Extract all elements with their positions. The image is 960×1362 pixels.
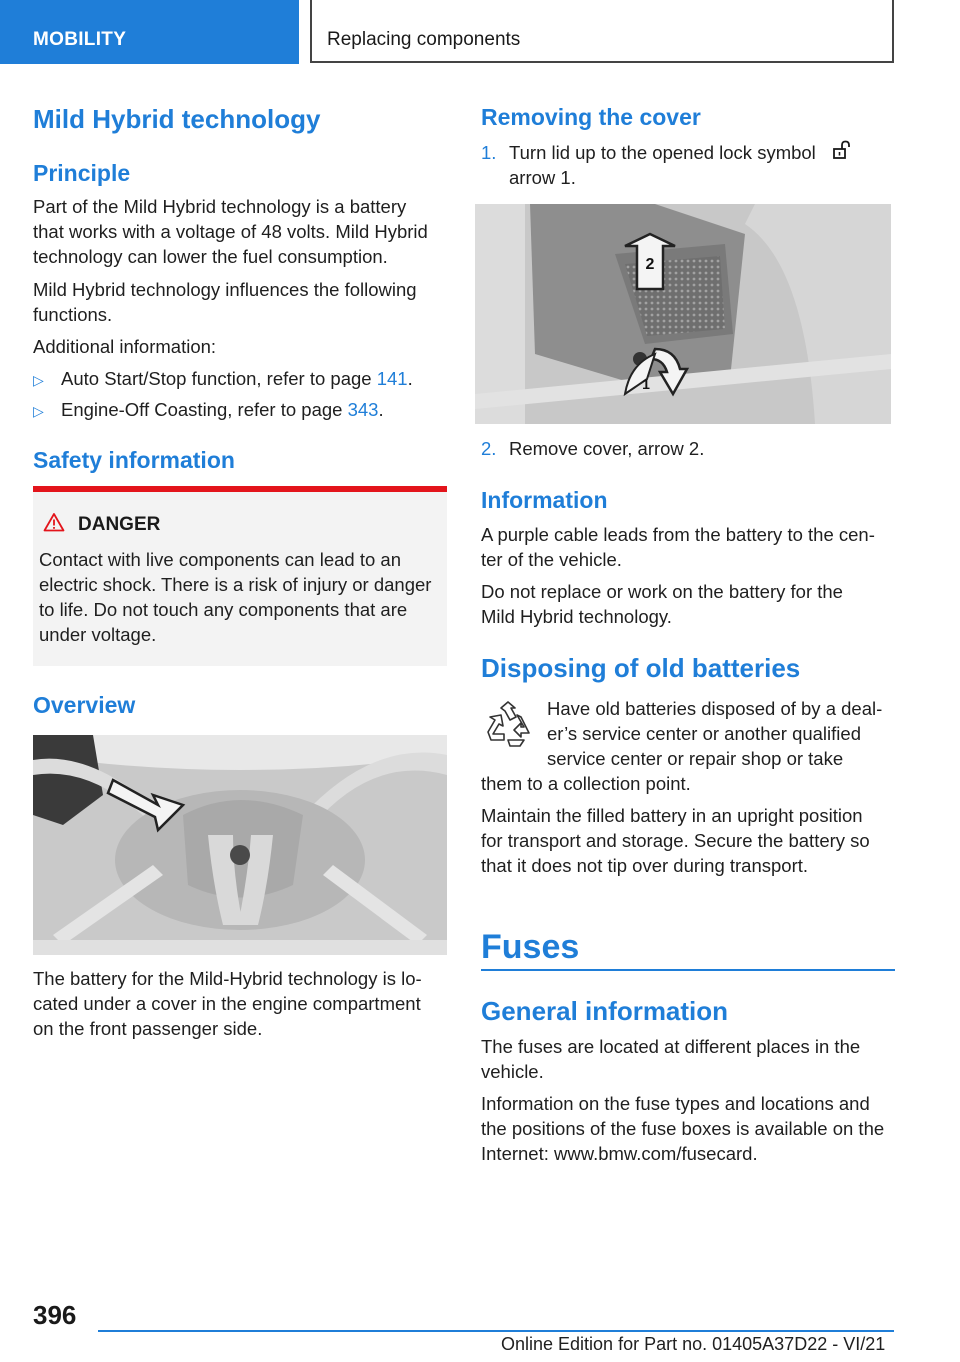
footer-divider [98,1330,894,1332]
text-line: cated under a cover in the engine compartment [33,993,421,1014]
text-line: The battery for the Mild-Hybrid technology is lo- [33,968,422,989]
topic-tab [310,0,894,63]
page-title: Mild Hybrid technology [33,104,321,134]
text-line: functions. [33,304,113,325]
bullet-end: . [407,368,413,389]
engine-compartment-image [33,735,447,955]
information-heading: Information [481,487,608,513]
step-number: 2. [481,438,497,459]
safety-heading: Safety information [33,447,235,473]
principle-paragraph-2 [33,277,417,327]
bullet-triangle-icon: ▷ [33,372,44,388]
text-line: Mild Hybrid technology influences the following [33,279,417,300]
page-link[interactable]: 343 [347,399,379,420]
text-line: er’s service center or another qualified [547,723,861,744]
text-line: vehicle. [481,1061,544,1082]
edition-text: Online Edition for Part no. 01405A37D22 - VI/21 [501,1334,886,1354]
text-line: for transport and storage. Secure the battery so [481,830,870,851]
general-paragraph-1 [481,1034,860,1084]
bullet-item [33,397,384,424]
additional-info-label: Additional information: [33,336,217,357]
text-line: Information on the fuse types and locations and [481,1093,870,1114]
disposing-heading: Disposing of old batteries [481,653,801,683]
text-line: ter of the vehicle. [481,549,622,570]
bullet-text: Engine-Off Coasting, refer to page [61,399,348,420]
text-line: that works with a voltage of 48 volts. Mild Hybrid [33,221,428,242]
page-link[interactable]: 141 [376,368,408,389]
text-line: on the front passenger side. [33,1018,263,1039]
photo-label-2: 2 [645,256,655,273]
disposing-paragraph-1 [547,696,882,771]
principle-paragraph-1 [33,194,428,269]
information-paragraph-2 [481,579,843,629]
danger-box [33,486,447,666]
page-number: 396 [33,1300,77,1330]
text-line: service center or repair shop or take [547,748,844,769]
text-line: Part of the Mild Hybrid technology is a battery [33,196,407,217]
step-number: 1. [481,142,497,163]
unlocked-lock-icon [831,139,853,161]
section-label: MOBILITY [33,29,127,50]
general-paragraph-2 [481,1091,884,1166]
step-text: arrow 1. [509,167,576,188]
overview-text [33,966,422,1041]
text-line: A purple cable leads from the battery to the cen- [481,524,875,545]
danger-text [39,547,431,647]
text-line: Do not replace or work on the battery for the [481,581,843,602]
step-1 [481,139,853,190]
text-line: Mild Hybrid technology. [481,606,672,627]
text-line: under voltage. [39,624,157,645]
overview-heading: Overview [33,692,136,718]
removing-heading: Removing the cover [481,104,701,130]
bullet-item [33,366,413,393]
text-line: the positions of the fuse boxes is available on the [481,1118,885,1139]
text-line: The fuses are located at different places in the [481,1036,861,1057]
text-line: Contact with live components can lead to an [39,549,401,570]
step-2 [481,436,704,461]
danger-label: DANGER [78,514,161,535]
disposing-paragraph-2 [481,803,870,878]
bullet-end: . [378,399,384,420]
text-line: Maintain the filled battery in an upright position [481,805,863,826]
fuses-divider [481,969,895,971]
section-tab [0,0,299,64]
information-paragraph-1 [481,522,875,572]
disposing-paragraph-1-end: them to a collection point. [481,773,691,794]
text-line: Internet: www.bmw.com/fusecard. [481,1143,758,1164]
photo-label-1: 1 [642,376,650,392]
general-info-heading: General information [481,996,729,1026]
text-line: Have old batteries disposed of by a deal- [547,698,883,719]
principle-heading: Principle [33,160,131,186]
bullet-triangle-icon: ▷ [33,403,44,419]
step-text: Turn lid up to the opened lock symbol [509,142,816,163]
text-line: that it does not tip over during transport. [481,855,809,876]
text-line: technology can lower the fuel consumption. [33,246,388,267]
recycling-icon [484,700,532,750]
text-line: electric shock. There is a risk of injury or danger [39,574,432,595]
topic-label: Replacing components [327,29,521,50]
bullet-text: Auto Start/Stop function, refer to page [61,368,377,389]
text-line: to life. Do not touch any components that are [39,599,408,620]
step-text: Remove cover, arrow 2. [509,438,705,459]
warning-icon [43,512,65,532]
fuses-heading: Fuses [481,928,580,966]
battery-cover-image [475,204,891,424]
